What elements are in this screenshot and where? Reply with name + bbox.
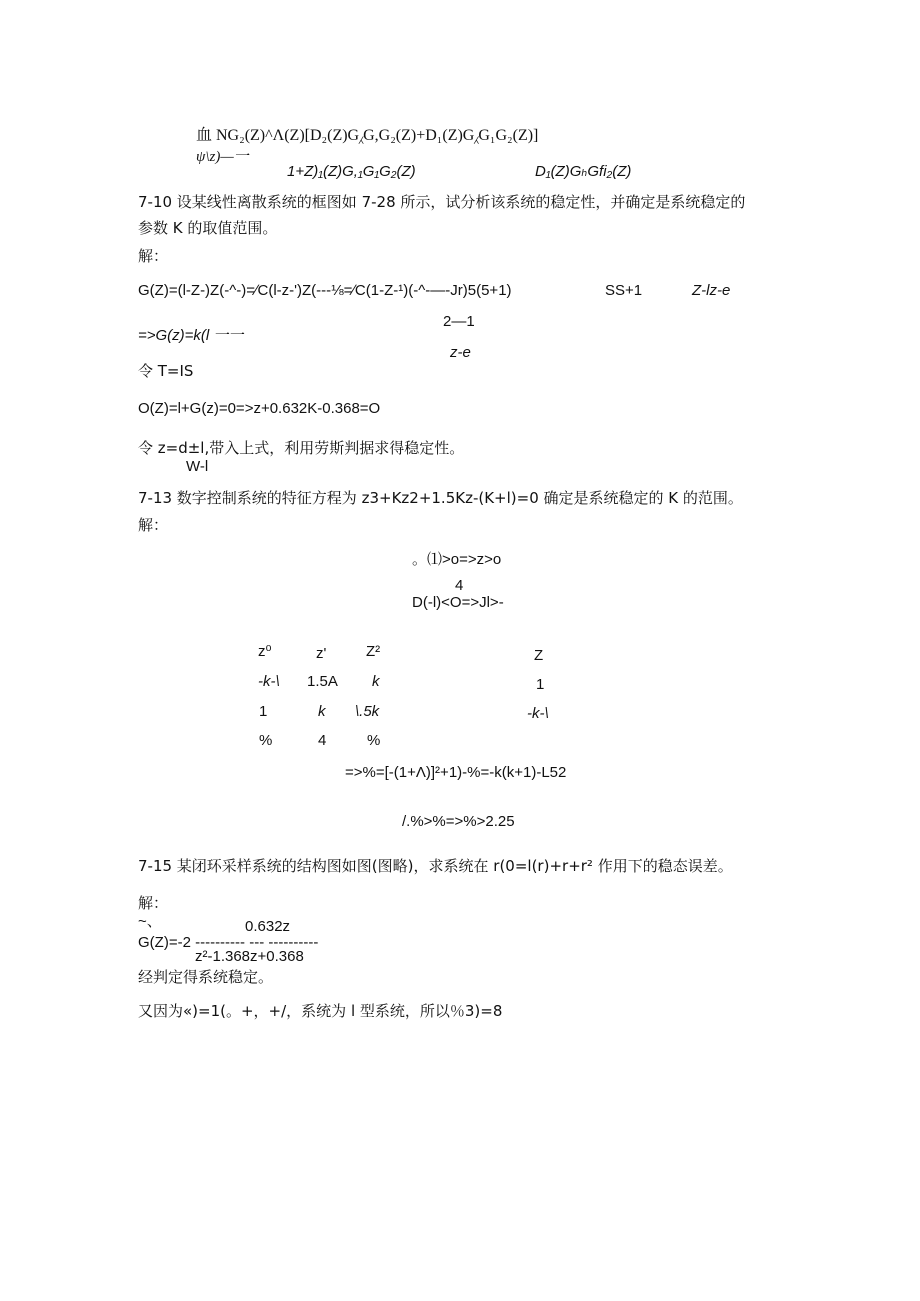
condition-2: D(-l)<O=>Jl>- [412,594,504,611]
problem-7-15-statement: 7-15 某闭环采样系统的结构图如图(图略)，求系统在 r(0=l(r)+r+r² 作用下的稳态误差。 [138,857,733,875]
characteristic-equation: O(Z)=l+G(z)=0=>z+0.632K-0.368=O [138,400,381,417]
table-cell: % [367,732,381,749]
table-cell: -k-\ [527,705,549,722]
equation-gz-k: =>G(z)=k(l 一一 [138,327,244,344]
let-t: 令 T=IS [138,362,194,380]
gz-fraction-line: G(Z)=-2 ---------- --- ---------- [138,934,319,951]
table-cell: 1 [259,703,268,720]
solution-label: 解： [138,247,169,265]
problem-7-10-statement: 7-10 设某线性离散系统的框图如 7-28 所示，试分析该系统的稳定性，并确定是系统稳定的 [138,193,746,211]
table-cell: \.5k [355,703,380,720]
table-cell: 4 [318,732,327,749]
equation-zlze: Z-lz-e [692,282,731,299]
steady-state-error: 又因为«)=1(。+，+/，系统为 l 型系统，所以％3)=8 [138,1002,503,1020]
table-cell: Z² [366,643,381,660]
gz-denominator: z²-1.368z+0.368 [195,948,304,965]
equation-gz: G(Z)=(l-Z-)Z(-^-)=∕C(l-z-')Z(---⅛=∕C(1-Z-¹)(-^-—-Jr)5(5+1) [138,282,512,299]
jury-result: /.%>%=>%>2.25 [402,813,515,830]
formula-numerator: 血 NG₂(Z)^Λ(Z)[D₂(Z)G⁁G,G₂(Z)+D₁(Z)G⁁G₁G₂(Z)] [196,127,539,144]
table-cell: k [372,673,380,690]
table-cell: 1.5A [307,673,338,690]
formula-denominator-right: D₁(Z)GₕGfi₂(Z) [535,163,632,180]
problem-7-10-statement-cont: 参数 K 的取值范围。 [138,219,278,237]
jury-equation: =>%=[-(1+Λ)]²+1)-%=-k(k+1)-L52 [345,764,567,781]
condition-fraction: 4 [455,577,464,594]
table-cell: k [318,703,326,720]
tilde-mark: ~、 [138,913,162,930]
table-cell: -k-\ [258,673,280,690]
formula-lhs: ψ\z)—一 [196,149,249,165]
problem-7-13-statement: 7-13 数字控制系统的特征方程为 z3+Kz2+1.5Kz-(K+l)=0 确定是系统稳定的 K 的范围。 [138,489,743,507]
equation-fraction-bottom: z-e [450,344,471,361]
equation-ss1: SS+1 [605,282,643,299]
stability-conclusion: 经判定得系统稳定。 [138,968,274,986]
table-cell: Z [534,647,544,664]
table-cell: 1 [536,676,545,693]
table-cell: z' [316,645,327,662]
substitution-note: 令 z=d±l,带入上式，利用劳斯判据求得稳定性。 [138,439,465,457]
gz-numerator: 0.632z [245,918,291,935]
condition-1: 。⑴>o=>z>o [412,551,502,568]
formula-denominator-left: 1+Z)₁(Z)G,₁G₁G₂(Z) [287,163,416,180]
solution-label-3: 解： [138,894,169,912]
substitution-denominator: W-l [186,458,209,475]
equation-fraction-top: 2—1 [443,313,475,330]
table-cell: % [259,732,273,749]
solution-label-2: 解： [138,516,169,534]
table-cell: z⁰ [258,643,272,660]
